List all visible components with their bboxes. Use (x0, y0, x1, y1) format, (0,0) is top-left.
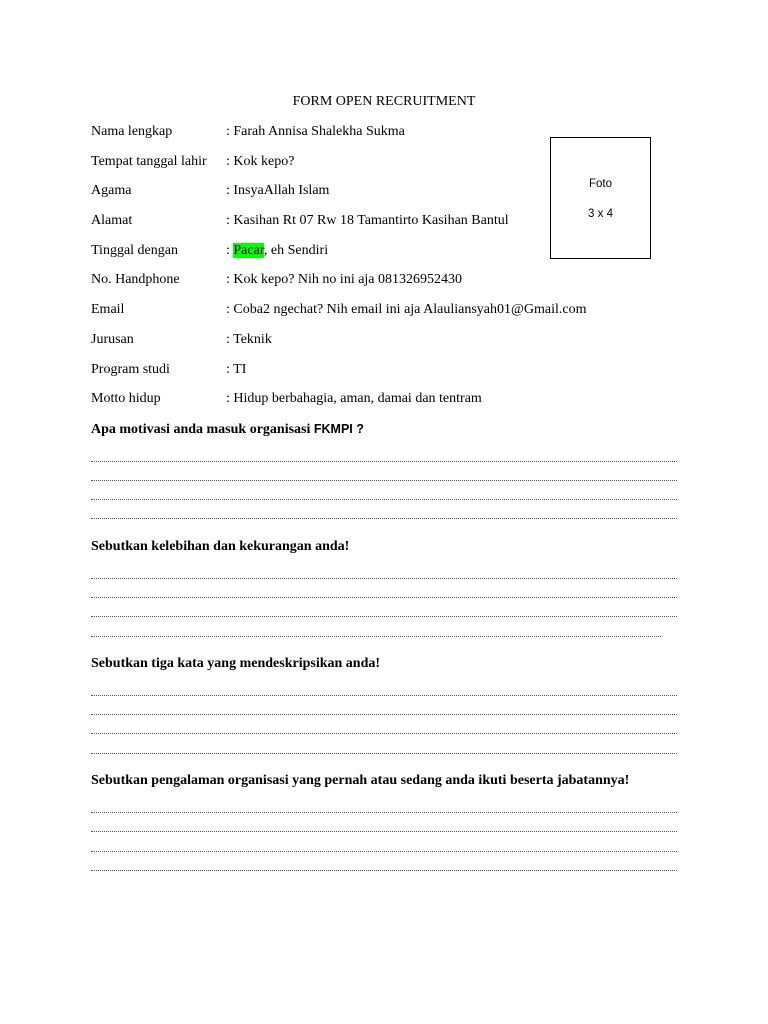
field-value: : Coba2 ngechat? Nih email ini aja Alauliansyah01@Gmail.com (226, 302, 587, 318)
question-three-words: Sebutkan tiga kata yang mendeskripsikan anda! (91, 656, 381, 671)
answer-line[interactable] (91, 831, 677, 832)
field-label: Tinggal dengan (91, 242, 178, 258)
photo-label: Foto (588, 178, 612, 190)
field-value: : Teknik (226, 331, 272, 347)
field-label: Alamat (91, 213, 133, 229)
question-strengths-weaknesses: Sebutkan kelebihan dan kekurangan anda! (91, 539, 350, 554)
field-value: : Farah Annisa Shalekha Sukma (226, 124, 405, 139)
field-label: Email (91, 302, 125, 318)
field-value: : TI (226, 361, 247, 377)
answer-line[interactable] (91, 753, 677, 754)
field-value: : Kok kepo? Nih no ini aja 081326952430 (226, 272, 463, 288)
question-text-org: FKMPI ? (313, 422, 364, 436)
highlighted-text: Pacar (233, 242, 264, 258)
field-value: : InsyaAllah Islam (226, 183, 330, 199)
field-label: Program studi (91, 361, 170, 377)
form-title: FORM OPEN RECRUITMENT (292, 94, 476, 109)
photo-size: 3 x 4 (588, 208, 613, 220)
answer-line[interactable] (91, 851, 677, 852)
field-label: Jurusan (91, 331, 134, 347)
field-label: Nama lengkap (91, 124, 173, 139)
answer-line[interactable] (91, 461, 677, 462)
field-value: : Kasihan Rt 07 Rw 18 Tamantirto Kasihan Bantul (226, 213, 509, 229)
answer-line[interactable] (91, 578, 677, 579)
answer-line[interactable] (91, 499, 677, 500)
answer-line[interactable] (91, 870, 677, 871)
field-value: : Hidup berbahagia, aman, damai dan tentram (226, 391, 482, 407)
question-text: Apa motivasi anda masuk organisasi (91, 422, 314, 437)
answer-line[interactable] (91, 518, 677, 519)
field-value: : Kok kepo? (226, 153, 295, 169)
answer-line[interactable] (91, 812, 677, 813)
answer-line[interactable] (91, 480, 677, 481)
question-organization-experience: Sebutkan pengalaman organisasi yang pernah atau sedang anda ikuti beserta jabatannya! (91, 773, 630, 788)
answer-line[interactable] (91, 636, 661, 637)
value-suffix: , eh Sendiri (263, 242, 329, 258)
answer-line[interactable] (91, 714, 677, 715)
photo-placeholder (550, 137, 651, 259)
field-label: Motto hidup (91, 391, 161, 407)
answer-line[interactable] (91, 597, 677, 598)
field-label: Agama (91, 183, 132, 199)
answer-line[interactable] (91, 616, 677, 617)
answer-line[interactable] (91, 733, 677, 734)
field-label: No. Handphone (91, 272, 180, 288)
value-prefix: : (226, 242, 234, 258)
field-value (226, 239, 328, 263)
question-motivation (91, 420, 364, 439)
field-label: Tempat tanggal lahir (91, 153, 207, 169)
answer-line[interactable] (91, 695, 677, 696)
